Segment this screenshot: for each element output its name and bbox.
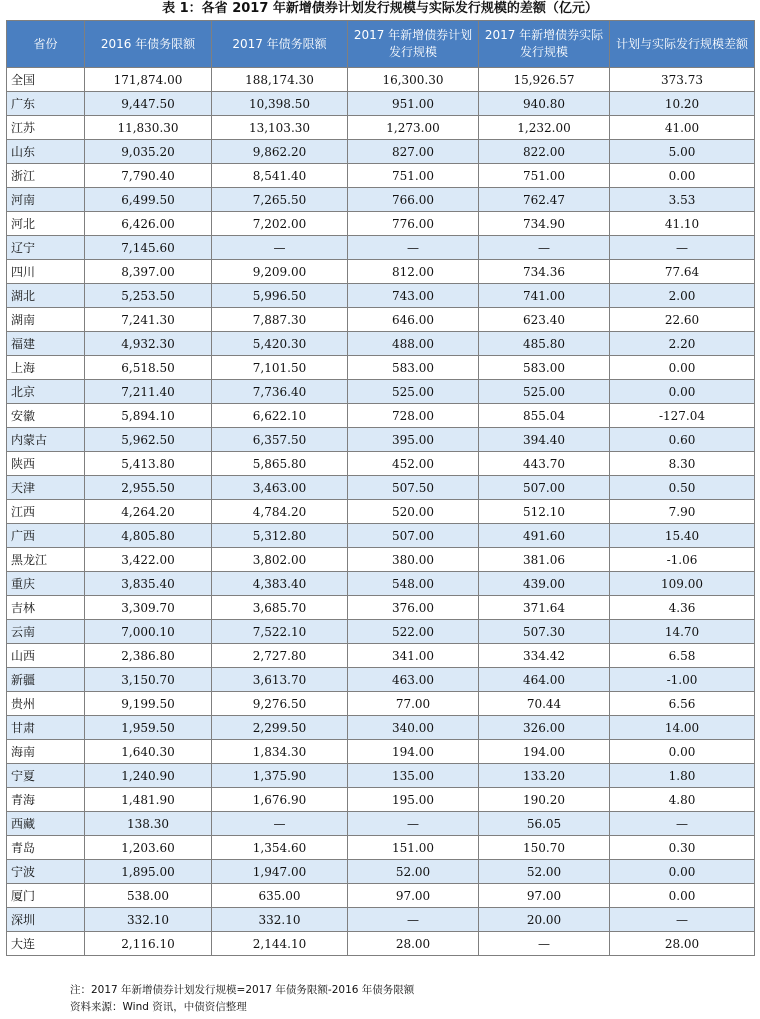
difference-cell: 7.90 [610, 500, 755, 524]
limit-2016-cell: 1,240.90 [85, 764, 212, 788]
table-row [7, 548, 755, 572]
planned-issuance-cell: 827.00 [348, 140, 479, 164]
limit-2016-cell: 332.10 [85, 908, 212, 932]
actual-issuance-cell: 190.20 [479, 788, 610, 812]
difference-cell: 109.00 [610, 572, 755, 596]
limit-2016-cell: 171,874.00 [85, 68, 212, 92]
planned-issuance-cell: — [348, 236, 479, 260]
province-cell: 天津 [7, 476, 85, 500]
limit-2016-cell: 4,805.80 [85, 524, 212, 548]
planned-issuance-cell: — [348, 812, 479, 836]
planned-issuance-cell: 522.00 [348, 620, 479, 644]
limit-2017-cell: 7,101.50 [212, 356, 348, 380]
difference-cell: 0.00 [610, 164, 755, 188]
table-row [7, 740, 755, 764]
limit-2016-cell: 9,035.20 [85, 140, 212, 164]
table-row [7, 884, 755, 908]
limit-2017-cell: 1,947.00 [212, 860, 348, 884]
province-cell: 安徽 [7, 404, 85, 428]
province-cell: 大连 [7, 932, 85, 956]
actual-issuance-cell: 334.42 [479, 644, 610, 668]
header-planned-issuance: 2017 年新增债券计划发行规模 [348, 21, 479, 68]
actual-issuance-cell: 20.00 [479, 908, 610, 932]
planned-issuance-cell: 463.00 [348, 668, 479, 692]
difference-cell: 0.50 [610, 476, 755, 500]
limit-2017-cell: 4,784.20 [212, 500, 348, 524]
planned-issuance-cell: 520.00 [348, 500, 479, 524]
header-province: 省份 [7, 21, 85, 68]
limit-2017-cell: 1,834.30 [212, 740, 348, 764]
actual-issuance-cell: — [479, 236, 610, 260]
limit-2016-cell: 7,000.10 [85, 620, 212, 644]
planned-issuance-cell: 812.00 [348, 260, 479, 284]
table-row [7, 836, 755, 860]
province-cell: 深圳 [7, 908, 85, 932]
province-cell: 全国 [7, 68, 85, 92]
actual-issuance-cell: 150.70 [479, 836, 610, 860]
difference-cell: 0.00 [610, 884, 755, 908]
limit-2017-cell: 5,865.80 [212, 452, 348, 476]
planned-issuance-cell: 28.00 [348, 932, 479, 956]
province-cell: 海南 [7, 740, 85, 764]
actual-issuance-cell: 381.06 [479, 548, 610, 572]
difference-cell: 0.30 [610, 836, 755, 860]
province-cell: 吉林 [7, 596, 85, 620]
difference-cell: 77.64 [610, 260, 755, 284]
planned-issuance-cell: 77.00 [348, 692, 479, 716]
province-cell: 宁波 [7, 860, 85, 884]
difference-cell: 0.00 [610, 380, 755, 404]
limit-2017-cell: 2,299.50 [212, 716, 348, 740]
province-cell: 江苏 [7, 116, 85, 140]
difference-cell: 14.70 [610, 620, 755, 644]
limit-2016-cell: 5,253.50 [85, 284, 212, 308]
province-cell: 厦门 [7, 884, 85, 908]
table-header [7, 21, 755, 68]
planned-issuance-cell: 97.00 [348, 884, 479, 908]
difference-cell: — [610, 908, 755, 932]
planned-issuance-cell: 380.00 [348, 548, 479, 572]
planned-issuance-cell: 646.00 [348, 308, 479, 332]
table-row [7, 212, 755, 236]
limit-2016-cell: 1,203.60 [85, 836, 212, 860]
table-row [7, 764, 755, 788]
table-row [7, 236, 755, 260]
limit-2016-cell: 2,116.10 [85, 932, 212, 956]
limit-2017-cell: 188,174.30 [212, 68, 348, 92]
table-row [7, 788, 755, 812]
difference-cell: 15.40 [610, 524, 755, 548]
limit-2016-cell: 7,211.40 [85, 380, 212, 404]
difference-cell: 2.20 [610, 332, 755, 356]
actual-issuance-cell: 464.00 [479, 668, 610, 692]
province-cell: 辽宁 [7, 236, 85, 260]
actual-issuance-cell: 371.64 [479, 596, 610, 620]
table-body [7, 68, 755, 956]
actual-issuance-cell: 70.44 [479, 692, 610, 716]
difference-cell: 28.00 [610, 932, 755, 956]
actual-issuance-cell: 56.05 [479, 812, 610, 836]
difference-cell: 0.60 [610, 428, 755, 452]
planned-issuance-cell: 583.00 [348, 356, 479, 380]
difference-cell: — [610, 236, 755, 260]
limit-2016-cell: 138.30 [85, 812, 212, 836]
planned-issuance-cell: 135.00 [348, 764, 479, 788]
province-cell: 河南 [7, 188, 85, 212]
planned-issuance-cell: 151.00 [348, 836, 479, 860]
province-cell: 浙江 [7, 164, 85, 188]
planned-issuance-cell: 16,300.30 [348, 68, 479, 92]
table-row [7, 332, 755, 356]
province-cell: 青岛 [7, 836, 85, 860]
limit-2017-cell: 1,375.90 [212, 764, 348, 788]
table-row [7, 620, 755, 644]
difference-cell: 0.00 [610, 740, 755, 764]
limit-2016-cell: 9,199.50 [85, 692, 212, 716]
limit-2017-cell: 7,265.50 [212, 188, 348, 212]
province-cell: 甘肃 [7, 716, 85, 740]
table-row [7, 188, 755, 212]
actual-issuance-cell: 940.80 [479, 92, 610, 116]
planned-issuance-cell: 194.00 [348, 740, 479, 764]
planned-issuance-cell: 340.00 [348, 716, 479, 740]
province-cell: 新疆 [7, 668, 85, 692]
limit-2017-cell: 4,383.40 [212, 572, 348, 596]
difference-cell: 14.00 [610, 716, 755, 740]
actual-issuance-cell: 97.00 [479, 884, 610, 908]
limit-2017-cell: 635.00 [212, 884, 348, 908]
province-cell: 广东 [7, 92, 85, 116]
province-cell: 陕西 [7, 452, 85, 476]
limit-2017-cell: 6,622.10 [212, 404, 348, 428]
header-actual-issuance: 2017 年新增债券实际发行规模 [479, 21, 610, 68]
province-cell: 江西 [7, 500, 85, 524]
limit-2017-cell: 9,862.20 [212, 140, 348, 164]
difference-cell: -127.04 [610, 404, 755, 428]
difference-cell: 2.00 [610, 284, 755, 308]
limit-2017-cell: 2,727.80 [212, 644, 348, 668]
actual-issuance-cell: 741.00 [479, 284, 610, 308]
difference-cell: 5.00 [610, 140, 755, 164]
actual-issuance-cell: 822.00 [479, 140, 610, 164]
actual-issuance-cell: — [479, 932, 610, 956]
limit-2017-cell: 13,103.30 [212, 116, 348, 140]
header-limit-2017: 2017 年债务限额 [212, 21, 348, 68]
limit-2016-cell: 9,447.50 [85, 92, 212, 116]
planned-issuance-cell: 488.00 [348, 332, 479, 356]
difference-cell: 22.60 [610, 308, 755, 332]
actual-issuance-cell: 623.40 [479, 308, 610, 332]
table-row [7, 500, 755, 524]
limit-2017-cell: 8,541.40 [212, 164, 348, 188]
actual-issuance-cell: 762.47 [479, 188, 610, 212]
table-row [7, 92, 755, 116]
province-cell: 北京 [7, 380, 85, 404]
table-row [7, 860, 755, 884]
actual-issuance-cell: 1,232.00 [479, 116, 610, 140]
actual-issuance-cell: 491.60 [479, 524, 610, 548]
limit-2016-cell: 3,309.70 [85, 596, 212, 620]
province-cell: 宁夏 [7, 764, 85, 788]
table-row [7, 428, 755, 452]
province-cell: 上海 [7, 356, 85, 380]
limit-2017-cell: 7,736.40 [212, 380, 348, 404]
planned-issuance-cell: 507.50 [348, 476, 479, 500]
limit-2017-cell: 7,887.30 [212, 308, 348, 332]
planned-issuance-cell: 507.00 [348, 524, 479, 548]
limit-2016-cell: 3,422.00 [85, 548, 212, 572]
table-notes [70, 982, 414, 1016]
province-cell: 内蒙古 [7, 428, 85, 452]
limit-2016-cell: 7,241.30 [85, 308, 212, 332]
table-row [7, 116, 755, 140]
province-cell: 福建 [7, 332, 85, 356]
table-row [7, 644, 755, 668]
limit-2016-cell: 3,150.70 [85, 668, 212, 692]
limit-2016-cell: 4,264.20 [85, 500, 212, 524]
actual-issuance-cell: 507.00 [479, 476, 610, 500]
limit-2017-cell: 10,398.50 [212, 92, 348, 116]
limit-2017-cell: 3,685.70 [212, 596, 348, 620]
limit-2017-cell: 2,144.10 [212, 932, 348, 956]
planned-issuance-cell: 395.00 [348, 428, 479, 452]
difference-cell: 10.20 [610, 92, 755, 116]
table-row [7, 908, 755, 932]
table-row [7, 812, 755, 836]
difference-cell: 0.00 [610, 356, 755, 380]
difference-cell: 3.53 [610, 188, 755, 212]
table-row [7, 476, 755, 500]
province-cell: 湖南 [7, 308, 85, 332]
limit-2017-cell: 5,312.80 [212, 524, 348, 548]
province-cell: 贵州 [7, 692, 85, 716]
header-difference: 计划与实际发行规模差额 [610, 21, 755, 68]
limit-2016-cell: 4,932.30 [85, 332, 212, 356]
limit-2016-cell: 6,426.00 [85, 212, 212, 236]
province-cell: 山东 [7, 140, 85, 164]
actual-issuance-cell: 443.70 [479, 452, 610, 476]
planned-issuance-cell: 341.00 [348, 644, 479, 668]
table-row [7, 308, 755, 332]
header-row [7, 21, 755, 68]
limit-2017-cell: — [212, 812, 348, 836]
difference-cell: -1.00 [610, 668, 755, 692]
table-row [7, 284, 755, 308]
province-cell: 重庆 [7, 572, 85, 596]
difference-cell: 0.00 [610, 860, 755, 884]
actual-issuance-cell: 734.36 [479, 260, 610, 284]
planned-issuance-cell: 525.00 [348, 380, 479, 404]
planned-issuance-cell: 376.00 [348, 596, 479, 620]
limit-2016-cell: 1,640.30 [85, 740, 212, 764]
planned-issuance-cell: 548.00 [348, 572, 479, 596]
planned-issuance-cell: 728.00 [348, 404, 479, 428]
limit-2017-cell: 3,802.00 [212, 548, 348, 572]
difference-cell: 6.58 [610, 644, 755, 668]
limit-2016-cell: 8,397.00 [85, 260, 212, 284]
limit-2017-cell: — [212, 236, 348, 260]
limit-2016-cell: 6,518.50 [85, 356, 212, 380]
planned-issuance-cell: 1,273.00 [348, 116, 479, 140]
limit-2016-cell: 1,895.00 [85, 860, 212, 884]
table-row [7, 260, 755, 284]
limit-2017-cell: 6,357.50 [212, 428, 348, 452]
difference-cell: — [610, 812, 755, 836]
limit-2016-cell: 5,962.50 [85, 428, 212, 452]
limit-2017-cell: 3,463.00 [212, 476, 348, 500]
table-title: 表 1：各省 2017 年新增债券计划发行规模与实际发行规模的差额（亿元） [162, 1, 598, 16]
limit-2016-cell: 5,894.10 [85, 404, 212, 428]
limit-2016-cell: 11,830.30 [85, 116, 212, 140]
province-cell: 云南 [7, 620, 85, 644]
planned-issuance-cell: 766.00 [348, 188, 479, 212]
actual-issuance-cell: 394.40 [479, 428, 610, 452]
difference-cell: 8.30 [610, 452, 755, 476]
actual-issuance-cell: 525.00 [479, 380, 610, 404]
source-note: 资料来源：Wind 资讯，中债资信整理 [70, 1001, 247, 1013]
limit-2016-cell: 5,413.80 [85, 452, 212, 476]
table-row [7, 164, 755, 188]
table-row [7, 452, 755, 476]
planned-issuance-cell: 743.00 [348, 284, 479, 308]
formula-note: 注：2017 年新增债券计划发行规模=2017 年债务限额-2016 年债务限额 [70, 984, 415, 996]
difference-cell: 6.56 [610, 692, 755, 716]
debt-table [6, 20, 755, 956]
planned-issuance-cell: 751.00 [348, 164, 479, 188]
planned-issuance-cell: — [348, 908, 479, 932]
actual-issuance-cell: 15,926.57 [479, 68, 610, 92]
planned-issuance-cell: 195.00 [348, 788, 479, 812]
table-row [7, 524, 755, 548]
limit-2016-cell: 7,790.40 [85, 164, 212, 188]
limit-2016-cell: 2,955.50 [85, 476, 212, 500]
planned-issuance-cell: 452.00 [348, 452, 479, 476]
difference-cell: 4.36 [610, 596, 755, 620]
table-row [7, 140, 755, 164]
table-row [7, 596, 755, 620]
province-cell: 山西 [7, 644, 85, 668]
actual-issuance-cell: 439.00 [479, 572, 610, 596]
province-cell: 四川 [7, 260, 85, 284]
table-row [7, 356, 755, 380]
limit-2017-cell: 7,522.10 [212, 620, 348, 644]
difference-cell: 41.00 [610, 116, 755, 140]
limit-2017-cell: 332.10 [212, 908, 348, 932]
actual-issuance-cell: 507.30 [479, 620, 610, 644]
table-row [7, 692, 755, 716]
actual-issuance-cell: 583.00 [479, 356, 610, 380]
actual-issuance-cell: 326.00 [479, 716, 610, 740]
difference-cell: 1.80 [610, 764, 755, 788]
actual-issuance-cell: 52.00 [479, 860, 610, 884]
limit-2016-cell: 3,835.40 [85, 572, 212, 596]
difference-cell: 41.10 [610, 212, 755, 236]
header-limit-2016: 2016 年债务限额 [85, 21, 212, 68]
actual-issuance-cell: 512.10 [479, 500, 610, 524]
difference-cell: 373.73 [610, 68, 755, 92]
actual-issuance-cell: 485.80 [479, 332, 610, 356]
limit-2017-cell: 1,676.90 [212, 788, 348, 812]
province-cell: 广西 [7, 524, 85, 548]
table-row [7, 68, 755, 92]
table-row [7, 932, 755, 956]
table-row [7, 668, 755, 692]
limit-2017-cell: 5,420.30 [212, 332, 348, 356]
province-cell: 青海 [7, 788, 85, 812]
limit-2016-cell: 6,499.50 [85, 188, 212, 212]
limit-2017-cell: 1,354.60 [212, 836, 348, 860]
province-cell: 湖北 [7, 284, 85, 308]
actual-issuance-cell: 855.04 [479, 404, 610, 428]
planned-issuance-cell: 52.00 [348, 860, 479, 884]
limit-2016-cell: 7,145.60 [85, 236, 212, 260]
province-cell: 河北 [7, 212, 85, 236]
table-row [7, 404, 755, 428]
planned-issuance-cell: 776.00 [348, 212, 479, 236]
difference-cell: -1.06 [610, 548, 755, 572]
limit-2016-cell: 1,959.50 [85, 716, 212, 740]
limit-2017-cell: 9,276.50 [212, 692, 348, 716]
actual-issuance-cell: 133.20 [479, 764, 610, 788]
limit-2016-cell: 538.00 [85, 884, 212, 908]
table-row [7, 716, 755, 740]
limit-2016-cell: 2,386.80 [85, 644, 212, 668]
actual-issuance-cell: 194.00 [479, 740, 610, 764]
limit-2017-cell: 9,209.00 [212, 260, 348, 284]
province-cell: 黑龙江 [7, 548, 85, 572]
limit-2017-cell: 3,613.70 [212, 668, 348, 692]
province-cell: 西藏 [7, 812, 85, 836]
limit-2017-cell: 5,996.50 [212, 284, 348, 308]
planned-issuance-cell: 951.00 [348, 92, 479, 116]
limit-2016-cell: 1,481.90 [85, 788, 212, 812]
limit-2017-cell: 7,202.00 [212, 212, 348, 236]
table-row [7, 380, 755, 404]
actual-issuance-cell: 751.00 [479, 164, 610, 188]
actual-issuance-cell: 734.90 [479, 212, 610, 236]
table-row [7, 572, 755, 596]
difference-cell: 4.80 [610, 788, 755, 812]
